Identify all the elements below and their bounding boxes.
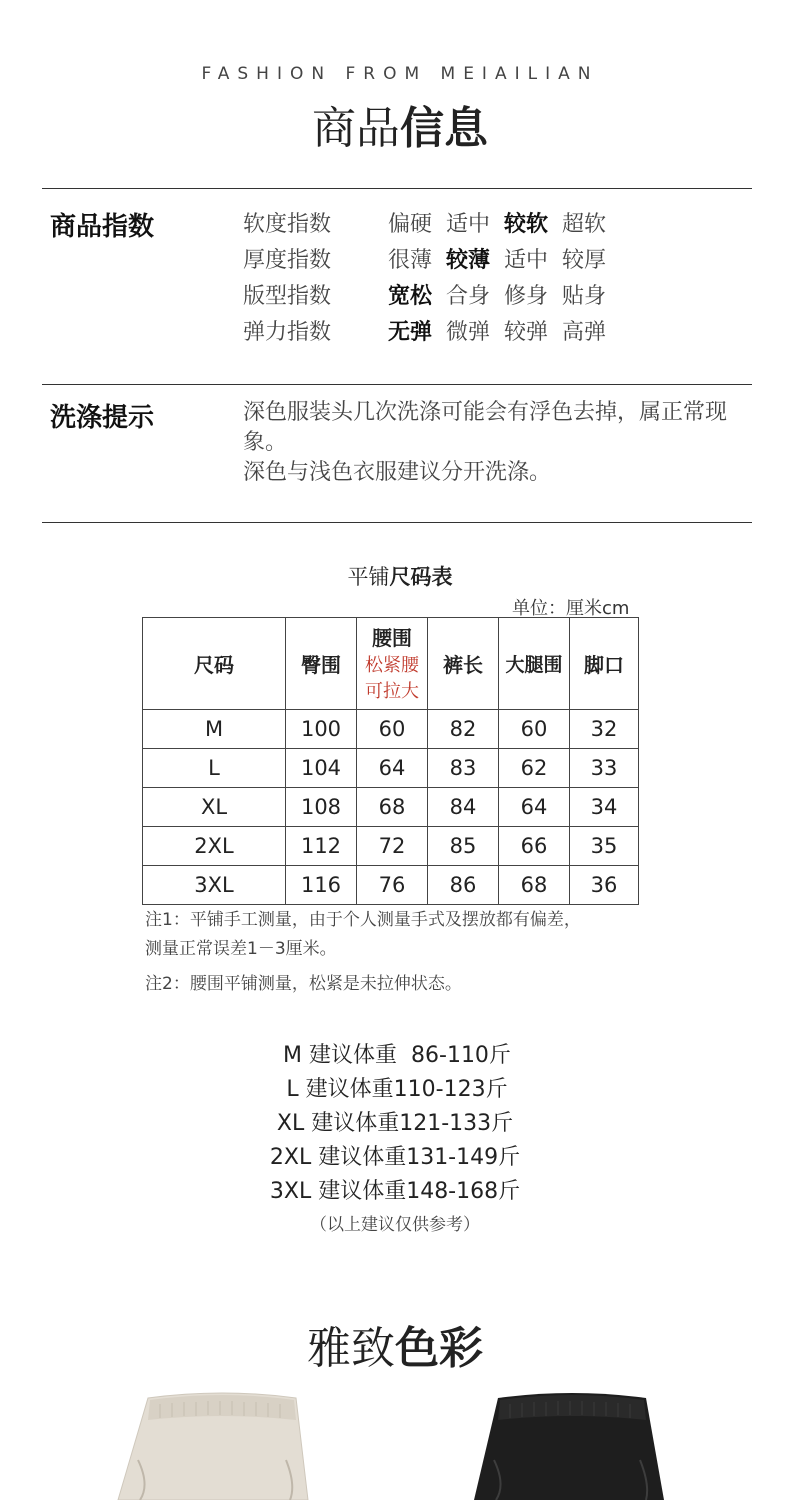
table-cell: 35 [570, 827, 639, 866]
index-option-selected: 较薄 [446, 247, 491, 273]
wash-section-label: 洗涤提示 [50, 403, 155, 433]
size-note-1-line2: 测量正常误差1－3厘米。 [145, 939, 337, 959]
page-title [0, 92, 790, 156]
table-cell: 85 [428, 827, 499, 866]
weight-recommendations [0, 1038, 790, 1235]
color-title-light: 雅致 [307, 1323, 395, 1374]
index-option-selected: 较软 [504, 211, 549, 237]
size-note-2: 注2：腰围平铺测量，松紧是未拉伸状态。 [145, 974, 462, 994]
table-cell: 108 [286, 788, 357, 827]
table-cell: 36 [570, 866, 639, 905]
wash-line: 深色服装头几次洗涤可能会有浮色去掉，属正常现象。 [243, 400, 728, 455]
table-cell: L [143, 749, 286, 788]
table-cell: 68 [499, 866, 570, 905]
weight-line-text: 3XL 建议体重148-168斤 [269, 1179, 521, 1204]
index-row-name: 厚度指数 [243, 247, 332, 273]
page-title-light: 商品 [312, 103, 400, 154]
table-cell: 64 [499, 788, 570, 827]
table-cell: 64 [357, 749, 428, 788]
index-option: 合身 [446, 283, 491, 309]
table-row [143, 710, 639, 749]
table-row [143, 749, 639, 788]
weight-line-text: L 建议体重110-123斤 [286, 1077, 508, 1102]
size-table [142, 617, 639, 905]
table-cell: 68 [357, 788, 428, 827]
index-option: 偏硬 [388, 211, 433, 237]
header-length: 裤长 [428, 618, 499, 710]
weight-line [0, 1174, 790, 1208]
table-cell: 116 [286, 866, 357, 905]
product-images [0, 1390, 790, 1500]
table-row [143, 827, 639, 866]
weight-line-text: XL 建议体重121-133斤 [276, 1111, 514, 1136]
index-option: 高弹 [562, 319, 607, 345]
size-table-title-bold: 尺码表 [389, 565, 453, 589]
header-size: 尺码 [143, 618, 286, 710]
table-cell: 33 [570, 749, 639, 788]
index-row-name: 弹力指数 [243, 319, 332, 345]
table-cell: 2XL [143, 827, 286, 866]
weight-line [0, 1038, 790, 1072]
index-option: 修身 [504, 283, 549, 309]
index-option: 超软 [562, 211, 607, 237]
table-cell: 100 [286, 710, 357, 749]
light-linen-pants-image [118, 1393, 308, 1500]
table-cell: 60 [357, 710, 428, 749]
divider [42, 384, 752, 385]
table-cell: 83 [428, 749, 499, 788]
index-option: 微弹 [446, 319, 491, 345]
wash-line: 深色与浅色衣服建议分开洗涤。 [243, 460, 552, 485]
table-cell: 34 [570, 788, 639, 827]
table-cell: 72 [357, 827, 428, 866]
table-cell: 112 [286, 827, 357, 866]
index-option-selected: 无弹 [388, 319, 433, 345]
color-title-bold: 色彩 [395, 1323, 483, 1374]
size-table-title-light: 平铺 [347, 565, 390, 589]
table-row [143, 866, 639, 905]
table-cell: M [143, 710, 286, 749]
weight-line-text: 2XL 建议体重131-149斤 [269, 1145, 521, 1170]
index-option-selected: 宽松 [388, 283, 433, 309]
size-table-unit: 单位：厘米cm [512, 598, 630, 619]
table-cell: XL [143, 788, 286, 827]
wash-instructions [243, 398, 753, 488]
index-option: 较弹 [504, 319, 549, 345]
size-note-1 [145, 906, 581, 964]
table-cell: 62 [499, 749, 570, 788]
table-cell: 32 [570, 710, 639, 749]
table-cell: 3XL [143, 866, 286, 905]
index-option: 适中 [504, 247, 549, 273]
weight-line [0, 1072, 790, 1106]
divider [42, 188, 752, 189]
index-row-elasticity [243, 312, 620, 348]
weight-footnote: （以上建议仅供参考） [310, 1215, 480, 1235]
table-row [143, 788, 639, 827]
header-waist [357, 618, 428, 710]
index-row-thickness [243, 240, 620, 276]
index-row-fit [243, 276, 620, 312]
index-row-name: 版型指数 [243, 283, 332, 309]
table-cell: 86 [428, 866, 499, 905]
index-option: 贴身 [562, 283, 607, 309]
header-hem: 脚口 [570, 618, 639, 710]
header-waist-note: 松紧腰可拉大 [365, 654, 419, 702]
header-hip: 臀围 [286, 618, 357, 710]
table-cell: 76 [357, 866, 428, 905]
black-linen-pants-image [474, 1393, 664, 1500]
table-cell: 84 [428, 788, 499, 827]
header-thigh: 大腿围 [499, 618, 570, 710]
index-section-label: 商品指数 [50, 212, 155, 242]
weight-line [0, 1106, 790, 1140]
color-section-title [0, 1312, 790, 1376]
index-option: 很薄 [388, 247, 433, 273]
table-cell: 66 [499, 827, 570, 866]
size-table-header-row [143, 618, 639, 710]
index-row-name: 软度指数 [243, 211, 332, 237]
header-waist-label: 腰围 [372, 625, 412, 650]
size-note-1-line1: 注1：平铺手工测量，由于个人测量手式及摆放都有偏差， [145, 910, 581, 930]
index-option: 较厚 [562, 247, 607, 273]
brand-tagline: FASHION FROM MEIAILIAN [201, 64, 599, 84]
page-title-bold: 信息 [400, 103, 488, 154]
weight-line [0, 1140, 790, 1174]
size-table-title [0, 561, 790, 591]
table-cell: 104 [286, 749, 357, 788]
divider [42, 522, 752, 523]
index-option: 适中 [446, 211, 491, 237]
weight-line-text: M 建议体重 86-110斤 [283, 1043, 511, 1068]
index-row-softness [243, 204, 620, 240]
table-cell: 82 [428, 710, 499, 749]
table-cell: 60 [499, 710, 570, 749]
